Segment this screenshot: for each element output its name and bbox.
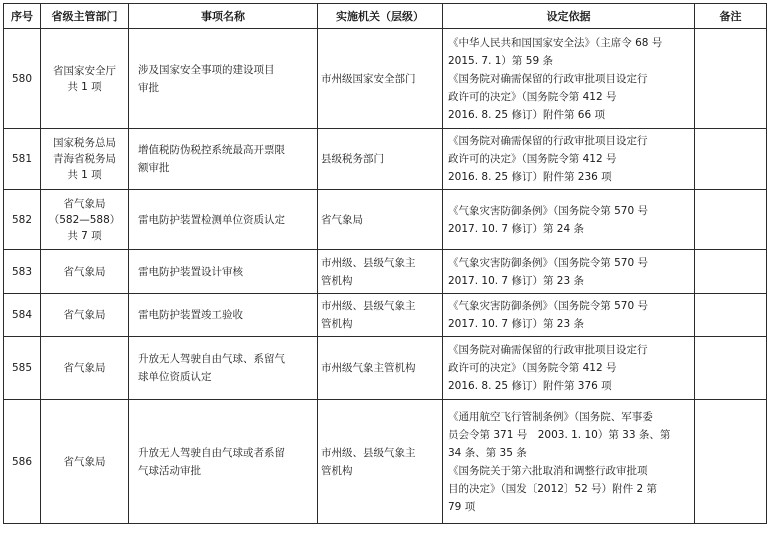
- row-dept-cell: [41, 337, 129, 400]
- cell-line: 省气象局: [63, 362, 106, 374]
- cell-line: 政许可的决定》（国务院令第 412 号: [448, 90, 617, 103]
- cell-line: 员会令第 371 号 2003. 1. 10）第 33 条、第: [448, 428, 671, 441]
- cell-line: 2017. 10. 7 修订）第 23 条: [448, 274, 584, 287]
- cell-line: 2016. 8. 25 修订）附件第 66 项: [448, 108, 605, 121]
- cell-line: 《国务院对确需保留的行政审批项目设定行: [448, 344, 648, 356]
- row-org-cell: [318, 29, 443, 129]
- row-basis-cell: [443, 29, 695, 129]
- cell-line: 市州级国家安全部门: [321, 72, 416, 85]
- cell-line: 增值税防伪税控系统最高开票限: [138, 144, 285, 156]
- cell-line: 79 项: [448, 500, 476, 513]
- cell-line: 额审批: [138, 162, 170, 174]
- row-note-cell: [695, 129, 767, 190]
- row-org-cell: [318, 337, 443, 400]
- cell-line: 球单位资质认定: [138, 371, 212, 383]
- cell-line: 市州级、县级气象主: [321, 300, 416, 312]
- cell-line: 2017. 10. 7 修订）第 23 条: [448, 318, 584, 330]
- cell-line: 共 1 项: [67, 169, 102, 181]
- table-row: [4, 29, 767, 129]
- cell-line: 市州级、县级气象主: [321, 256, 416, 269]
- cell-line: 《中华人民共和国国家安全法》（主席令 68 号: [448, 36, 663, 49]
- row-dept-cell: [41, 294, 129, 337]
- table-header-row: [4, 4, 767, 29]
- table-row: [4, 250, 767, 294]
- row-item-cell: [129, 400, 318, 524]
- cell-line: 雷电防护装置检测单位资质认定: [138, 213, 285, 226]
- cell-line: 涉及国家安全事项的建设项目: [138, 63, 275, 76]
- cell-line: 管机构: [321, 464, 353, 477]
- row-seq-cell: 585: [4, 337, 41, 400]
- cell-line: 雷电防护装置竣工验收: [138, 309, 243, 321]
- cell-line: 管机构: [321, 274, 353, 287]
- row-org-cell: [318, 400, 443, 524]
- cell-line: 政许可的决定》（国务院令第 412 号: [448, 153, 617, 165]
- header-seq: 序号: [4, 4, 41, 29]
- row-seq-cell: 580: [4, 29, 41, 129]
- cell-line: 国家税务总局: [53, 137, 116, 149]
- row-org-cell: [318, 129, 443, 190]
- row-org-cell: [318, 294, 443, 337]
- cell-line: 共 1 项: [67, 80, 102, 93]
- cell-line: 2015. 7. 1）第 59 条: [448, 54, 553, 67]
- cell-line: 省气象局: [321, 213, 363, 226]
- cell-line: 市州级气象主管机构: [321, 362, 416, 374]
- row-item-cell: [129, 29, 318, 129]
- row-item-cell: [129, 294, 318, 337]
- cell-line: 《国务院对确需保留的行政审批项目设定行: [448, 72, 648, 85]
- row-item-cell: [129, 129, 318, 190]
- row-note-cell: [695, 190, 767, 250]
- cell-line: 《气象灾害防御条例》（国务院令第 570 号: [448, 256, 648, 269]
- row-seq-cell: 582: [4, 190, 41, 250]
- row-item-cell: [129, 190, 318, 250]
- row-basis-cell: [443, 400, 695, 524]
- cell-line: 共 7 项: [67, 229, 102, 242]
- row-seq-cell: 586: [4, 400, 41, 524]
- row-dept-cell: [41, 400, 129, 524]
- cell-line: 目的决定》（国发〔2012〕52 号）附件 2 第: [448, 482, 658, 495]
- header-note: 备注: [695, 4, 767, 29]
- row-org-cell: [318, 190, 443, 250]
- approval-items-table: [3, 3, 767, 524]
- cell-line: 《气象灾害防御条例》（国务院令第 570 号: [448, 300, 648, 312]
- cell-line: 《气象灾害防御条例》（国务院令第 570 号: [448, 204, 648, 217]
- cell-line: 县级税务部门: [321, 153, 384, 165]
- cell-line: 市州级、县级气象主: [321, 446, 416, 459]
- cell-line: 管机构: [321, 318, 353, 330]
- row-seq-cell: 583: [4, 250, 41, 294]
- cell-line: 《国务院对确需保留的行政审批项目设定行: [448, 135, 648, 147]
- row-basis-cell: [443, 190, 695, 250]
- cell-line: 气球活动审批: [138, 464, 201, 477]
- row-note-cell: [695, 400, 767, 524]
- row-note-cell: [695, 250, 767, 294]
- row-item-cell: [129, 250, 318, 294]
- row-seq-cell: 581: [4, 129, 41, 190]
- header-item: 事项名称: [129, 4, 318, 29]
- row-item-cell: [129, 337, 318, 400]
- table-row: [4, 337, 767, 400]
- cell-line: 省气象局: [63, 455, 106, 468]
- table-row: [4, 129, 767, 190]
- cell-line: 审批: [138, 81, 159, 94]
- cell-line: 青海省税务局: [53, 153, 116, 165]
- cell-line: 34 条、第 35 条: [448, 446, 527, 459]
- cell-line: 升放无人驾驶自由气球、系留气: [138, 353, 285, 365]
- row-basis-cell: [443, 294, 695, 337]
- cell-line: 2016. 8. 25 修订）附件第 236 项: [448, 171, 612, 183]
- header-org: 实施机关（层级）: [318, 4, 443, 29]
- row-basis-cell: [443, 337, 695, 400]
- row-dept-cell: [41, 129, 129, 190]
- cell-line: 升放无人驾驶自由气球或者系留: [138, 446, 285, 459]
- row-basis-cell: [443, 250, 695, 294]
- header-dept: 省级主管部门: [41, 4, 129, 29]
- cell-line: 省气象局: [63, 265, 106, 278]
- row-dept-cell: [41, 29, 129, 129]
- cell-line: 《国务院关于第六批取消和调整行政审批项: [448, 464, 648, 477]
- table-row: [4, 190, 767, 250]
- row-dept-cell: [41, 250, 129, 294]
- cell-line: 省国家安全厅: [53, 64, 116, 77]
- row-seq-cell: 584: [4, 294, 41, 337]
- row-note-cell: [695, 294, 767, 337]
- cell-line: （582—588）: [48, 213, 121, 226]
- cell-line: 《通用航空飞行管制条例》（国务院、军事委: [448, 410, 653, 423]
- row-note-cell: [695, 337, 767, 400]
- cell-line: 2017. 10. 7 修订）第 24 条: [448, 222, 584, 235]
- cell-line: 省气象局: [63, 309, 106, 321]
- row-basis-cell: [443, 129, 695, 190]
- cell-line: 政许可的决定》（国务院令第 412 号: [448, 362, 617, 374]
- table-row: [4, 294, 767, 337]
- header-basis: 设定依据: [443, 4, 695, 29]
- row-note-cell: [695, 29, 767, 129]
- table-row: [4, 400, 767, 524]
- cell-line: 雷电防护装置设计审核: [138, 265, 243, 278]
- cell-line: 省气象局: [63, 197, 106, 210]
- row-org-cell: [318, 250, 443, 294]
- row-dept-cell: [41, 190, 129, 250]
- cell-line: 2016. 8. 25 修订）附件第 376 项: [448, 380, 612, 392]
